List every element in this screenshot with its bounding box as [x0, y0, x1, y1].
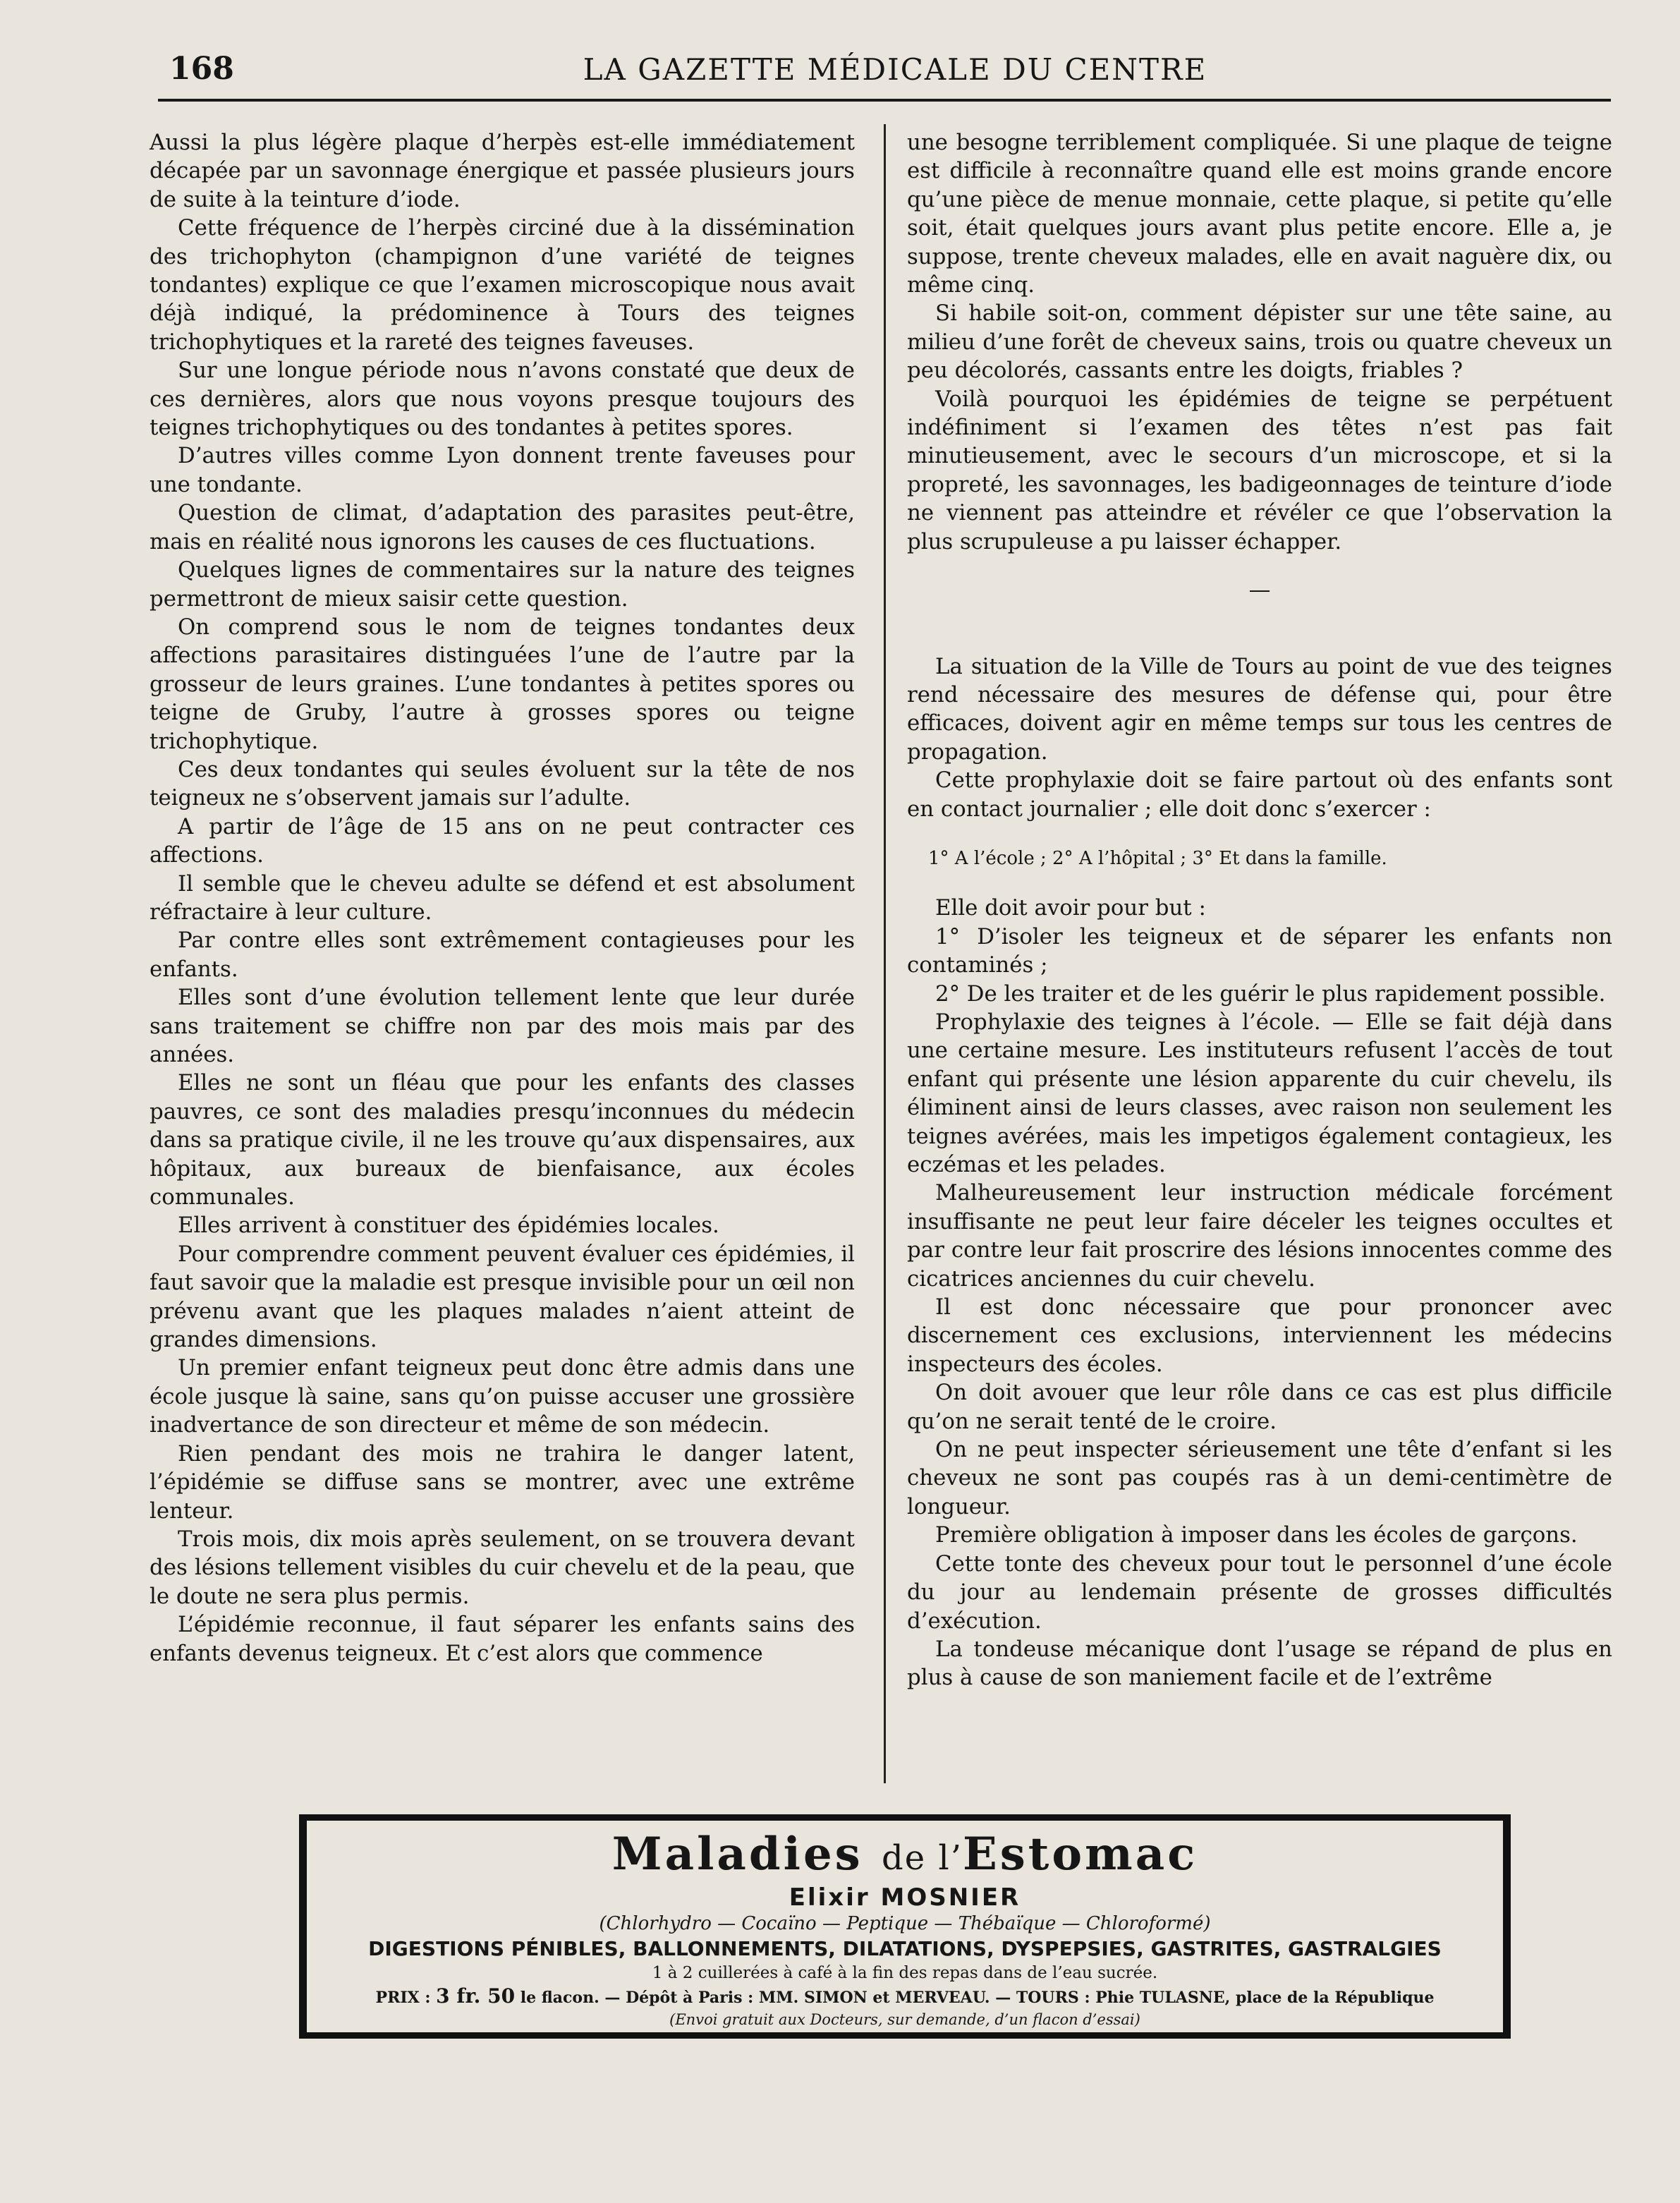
paragraph: Prophylaxie des teignes à l’école. — Elle se fait déjà dans une certaine mesure. Les instituteurs refusent l’accès de tout enfant qui présente une lésion apparente du cuir chevelu, ils éliminent ainsi de leurs classes, avec raison non seulement les teignes avérées, mais les impetigos également contagieux, les eczémas et les pelades.	[907, 1009, 1612, 1177]
section-separator: —	[1248, 577, 1271, 603]
journal-title: LA GAZETTE MÉDICALE DU CENTRE	[583, 52, 1207, 87]
ad-price-value: 3 fr. 50	[436, 1984, 516, 2008]
paragraph: Elles ne sont un fléau que pour les enfants des classes pauvres, ce sont des maladies presqu’inconnues du médecin dans sa pratique civile, il ne les trouve qu’aux dispensaires, aux hôpitaux, aux bureaux de bienfaisance, aux écoles communales.	[150, 1070, 855, 1210]
page-number: 168	[169, 51, 234, 87]
paragraph: Il est donc nécessaire que pour prononcer avec discernement ces exclusions, interviennent les médecins inspecteurs des écoles.	[907, 1294, 1612, 1377]
paragraph: L’épidémie reconnue, il faut séparer les enfants sains des enfants devenus teigneux. Et c’est alors que commence	[150, 1612, 855, 1666]
paragraph: Elles sont d’une évolution tellement lente que leur durée sans traitement se chiffre non par des mois mais par des années.	[150, 985, 855, 1067]
ad-variants: (Chlorhydro — Cocaïno — Peptique — Thébaïque — Chloroformé)	[599, 1913, 1211, 1934]
paragraph: Question de climat, d’adaptation des parasites peut-être, mais en réalité nous ignorons les causes de ces fluctuations.	[150, 500, 855, 554]
paragraph: Aussi la plus légère plaque d’herpès est-elle immédiatement décapée par un savonnage énergique et passée plusieurs jours de suite à la teinture d’iode.	[150, 130, 855, 212]
paragraph: La situation de la Ville de Tours au point de vue des teignes rend nécessaire des mesures de défense qui, pour être efficaces, doivent agir en même temps sur tous les centres de propagation.	[907, 653, 1612, 765]
ad-title-part: de l’	[881, 1838, 963, 1878]
paragraph: Quelques lignes de commentaires sur la nature des teignes permettront de mieux saisir cette question.	[150, 557, 855, 612]
paragraph: Cette prophylaxie doit se faire partout où des enfants sont en contact journalier ; elle doit donc s’exercer :	[907, 767, 1612, 822]
column-divider	[884, 124, 886, 1783]
paragraph: Sur une longue période nous n’avons constaté que deux de ces dernières, alors que nous voyons presque toujours des teignes trichophytiques ou des tondantes à petites spores.	[150, 358, 855, 441]
paragraph: une besogne terriblement compliquée. Si une plaque de teigne est difficile à reconnaître quand elle est moins grande encore qu’une pièce de menue monnaie, cette plaque, si petite qu’elle soit, était quelques jours avant plus petite encore. Elle a, je suppose, trente cheveux malades, elle en avait naguère dix, ou même cinq.	[907, 130, 1612, 298]
paragraph: Par contre elles sont extrêmement contagieuses pour les enfants.	[150, 928, 855, 982]
ad-title-part: Estomac	[962, 1828, 1198, 1881]
paragraph: Cette tonte des cheveux pour tout le personnel d’une école du jour au lendemain présente de grosses difficultés d’exécution.	[907, 1550, 1612, 1634]
paragraph: Elles arrivent à constituer des épidémies locales.	[178, 1213, 719, 1239]
paragraph: Malheureusement leur instruction médicale forcément insuffisante ne peut leur faire déceler les teignes occultes et par contre leur fait proscrire des lésions innocentes comme des cicatrices anciennes du cuir chevelu.	[907, 1180, 1612, 1292]
paragraph: Rien pendant des mois ne trahira le danger latent, l’épidémie se diffuse sans se montrer, avec une extrême lenteur.	[150, 1440, 855, 1524]
ad-dosage: 1 à 2 cuillerées à café à la fin des repas dans de l’eau sucrée.	[652, 1964, 1158, 1982]
paragraph: Trois mois, dix mois après seulement, on se trouvera devant des lésions tellement visibles du cuir chevelu et de la peau, que le doute ne sera plus permis.	[150, 1526, 855, 1609]
paragraph: On comprend sous le nom de teignes tondantes deux affections parasitaires distinguées l’une de l’autre par la grosseur de leurs graines. L’une tondantes à petites spores ou teigne de Gruby, l’autre à grosses spores ou teigne trichophytique.	[150, 614, 855, 754]
paragraph: Si habile soit-on, comment dépister sur une tête saine, au milieu d’une forêt de cheveux sains, trois ou quatre cheveux un peu décolorés, cassants entre les doigts, friables ?	[907, 301, 1612, 384]
paragraph: Il semble que le cheveu adulte se défend et est absolument réfractaire à leur culture.	[150, 870, 855, 925]
ad-indications: DIGESTIONS PÉNIBLES, BALLONNEMENTS, DILATATIONS, DYSPEPSIES, GASTRITES, GASTRALGIES	[368, 1937, 1442, 1960]
page-header	[158, 42, 1611, 102]
paragraph: Première obligation à imposer dans les écoles de garçons.	[935, 1522, 1578, 1548]
places-list: 1° A l’école ; 2° A l’hôpital ; 3° Et dans la famille.	[928, 847, 1387, 869]
ad-product: Elixir MOSNIER	[789, 1883, 1021, 1912]
paragraph: 1° D’isoler les teigneux et de séparer les enfants non contaminés ;	[907, 923, 1612, 978]
paragraph: 2° De les traiter et de les guérir le plus rapidement possible.	[935, 981, 1606, 1007]
paragraph: Pour comprendre comment peuvent évaluer ces épidémies, il faut savoir que la maladie est presque invisible pour un œil non prévenu avant que les plaques malades n’aient atteint de grandes dimensions.	[150, 1241, 855, 1353]
ad-price-rest: le flacon. — Dépôt à Paris : MM. SIMON et MERVEAU. — TOURS : Phie TULASNE, place de la République	[520, 1989, 1435, 2007]
paragraph: A partir de l’âge de 15 ans on ne peut contracter ces affections.	[150, 813, 855, 868]
paragraph: Cette fréquence de l’herpès circiné due à la dissémination des trichophyton (champignon d’une variété de teignes tondantes) explique ce que l’examen microscopique nous avait déjà indiqué, la prédominence à Tours des teignes trichophytiques et la rareté des teignes faveuses.	[150, 215, 855, 355]
right-column	[907, 128, 1612, 1692]
ad-price-line	[307, 1984, 1503, 2010]
left-column	[150, 128, 855, 1668]
paragraph: Ces deux tondantes qui seules évoluent sur la tête de nos teigneux ne s’observent jamais sur l’adulte.	[150, 756, 855, 811]
advertisement	[299, 1814, 1511, 2039]
paragraph: On ne peut inspecter sérieusement une tête d’enfant si les cheveux ne sont pas coupés ras à un demi-centimètre de longueur.	[907, 1437, 1612, 1519]
paragraph: Elle doit avoir pour but :	[935, 895, 1206, 921]
paragraph: La tondeuse mécanique dont l’usage se répand de plus en plus à cause de son maniement facile et de l’extrême	[907, 1636, 1612, 1691]
ad-price-label: PRIX :	[375, 1989, 431, 2007]
paragraph: On doit avouer que leur rôle dans ce cas est plus difficile qu’on ne serait tenté de le croire.	[907, 1380, 1612, 1434]
paragraph: Voilà pourquoi les épidémies de teigne se perpétuent indéfiniment si l’examen des têtes n’est pas fait minutieusement, avec le secours d’un microscope, et si la propreté, les savonnages, les badigeonnages de teinture d’iode ne viennent pas atteindre et révéler ce que l’observation la plus scrupuleuse a pu laisser échapper.	[907, 386, 1612, 554]
paragraph: Un premier enfant teigneux peut donc être admis dans une école jusque là saine, sans qu’on puisse accuser une grossière inadvertance de son directeur et même de son médecin.	[150, 1355, 855, 1438]
ad-title	[307, 1829, 1503, 1883]
paragraph: D’autres villes comme Lyon donnent trente faveuses pour une tondante.	[150, 443, 855, 497]
ad-envoi: (Envoi gratuit aux Docteurs, sur demande, d’un flacon d’essai)	[669, 2011, 1140, 2028]
ad-title-part: Maladies	[611, 1828, 863, 1881]
